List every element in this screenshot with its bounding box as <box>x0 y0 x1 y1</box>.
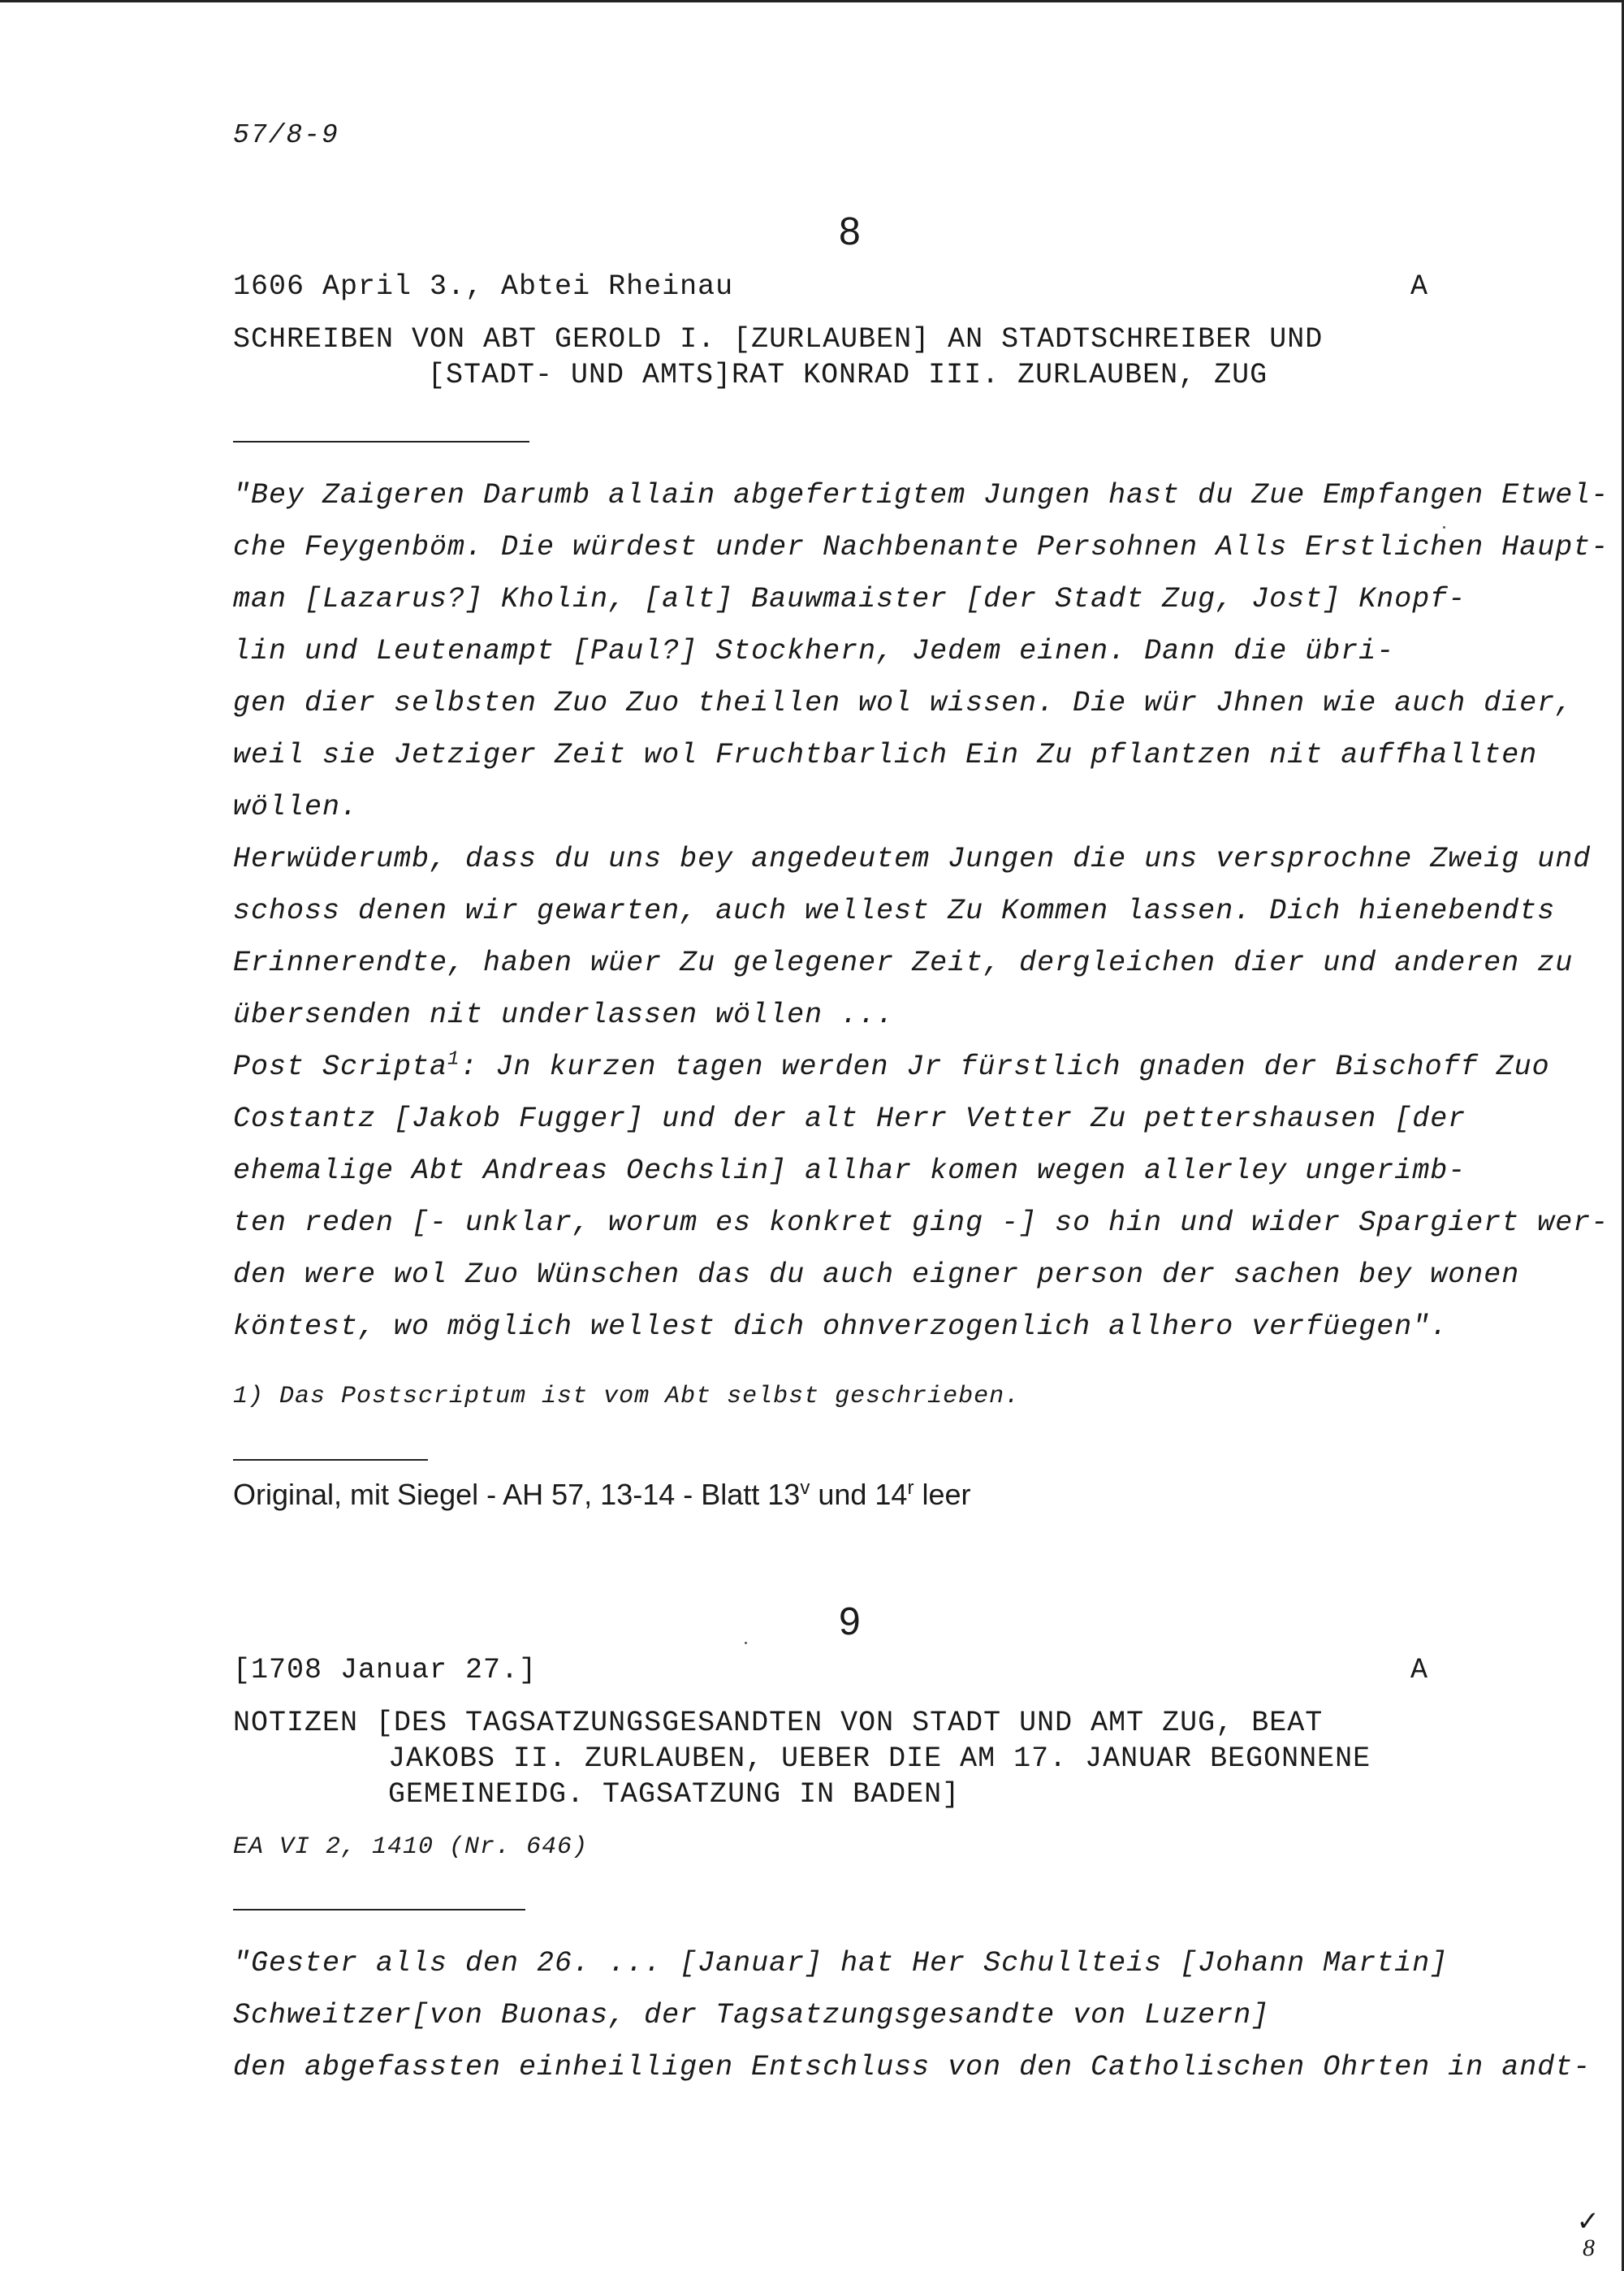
entry-8-body-line: "Bey Zaigeren Darumb allain abgefertigtem Jungen hast du Zue Empfangen Etwel- <box>233 479 1609 512</box>
entry-8-source: Original, mit Siegel - AH 57, 13-14 - Blatt 13$^v$ und 14$^r$ leer <box>233 1477 971 1511</box>
postscript-label: Post Scripta <box>233 1051 448 1083</box>
entry-8-footnote: 1) Das Postscriptum ist vom Abt selbst geschrieben. <box>233 1383 1021 1410</box>
entry-8-body-line: ten reden [- unklar, worum es konkret ging -] so hin und wider Spargiert wer- <box>233 1207 1609 1239</box>
checkmark-margin: ✓ <box>1576 2206 1600 2237</box>
entry-8-postscript-line <box>233 1048 1550 1083</box>
entry-9-body-line: "Gester alls den 26. ... [Januar] hat Her Schullteis [Johann Martin] <box>233 1947 1449 1980</box>
document-reference: 57/8-9 <box>233 120 339 150</box>
entry-8-body-line: wöllen. <box>233 791 359 823</box>
entry-8-body-line: ehemalige Abt Andreas Oechslin] allhar komen wegen allerley ungerimb- <box>233 1155 1466 1187</box>
handwritten-page-mark: 8 <box>1583 2234 1595 2261</box>
entry-8-title-line-2: [STADT- UND AMTS]RAT KONRAD III. ZURLAUBEN, ZUG <box>428 359 1268 391</box>
entry-8-body-line: che Feygenböm. Die würdest under Nachbenante Persohnen Alls Erstlichen Haupt- <box>233 531 1609 563</box>
entry-8-title-line-1: SCHREIBEN VON ABT GEROLD I. [ZURLAUBEN] AN STADTSCHREIBER UND <box>233 323 1324 356</box>
entry-8-source-separator <box>233 1459 428 1461</box>
entry-8-body-line: schoss denen wir gewarten, auch wellest Zu Kommen lassen. Dich hienebendts <box>233 895 1556 927</box>
entry-8-body-line: den were wol Zuo Wünschen das du auch eigner person der sachen bey wonen <box>233 1259 1520 1291</box>
entry-9-type-mark: A <box>1410 1654 1429 1686</box>
footnote-marker: 1 <box>447 1048 460 1071</box>
scan-speck <box>1443 526 1445 529</box>
entry-8-body-line: Costantz [Jakob Fugger] und der alt Herr Vetter Zu pettershausen [der <box>233 1103 1466 1135</box>
entry-8-body-line: Erinnerendte, haben wüer Zu gelegener Zeit, dergleichen dier und anderen zu <box>233 947 1574 979</box>
entry-9-separator <box>233 1909 525 1910</box>
entry-8-body-line: lin und Leutenampt [Paul?] Stockhern, Jedem einen. Dann die übri- <box>233 635 1395 667</box>
entry-8-body-line: köntest, wo möglich wellest dich ohnverzogenlich allhero verfüegen". <box>233 1310 1449 1343</box>
entry-8-body-line: man [Lazarus?] Kholin, [alt] Bauwmaister [der Stadt Zug, Jost] Knopf- <box>233 583 1466 615</box>
postscript-text: : Jn kurzen tagen werden Jr fürstlich gnaden der Bischoff Zuo <box>460 1051 1550 1083</box>
entry-9-title-line-3: GEMEINEIDG. TAGSATZUNG IN BADEN] <box>388 1778 961 1811</box>
scan-edge-top <box>0 0 1624 2</box>
entry-9-body-line: Schweitzer[von Buonas, der Tagsatzungsgesandte von Luzern] <box>233 1999 1270 2031</box>
entry-9-title-line-2: JAKOBS II. ZURLAUBEN, UEBER DIE AM 17. JANUAR BEGONNENE <box>388 1742 1371 1775</box>
entry-9-title-line-1: NOTIZEN [DES TAGSATZUNGSGESANDTEN VON STADT UND AMT ZUG, BEAT <box>233 1707 1324 1739</box>
entry-9-date-place: [1708 Januar 27.] <box>233 1654 538 1686</box>
entry-8-separator <box>233 441 529 443</box>
entry-8-body-line: übersenden nit underlassen wöllen ... <box>233 999 895 1031</box>
entry-9-body-line: den abgefassten einheilligen Entschluss von den Catholischen Ohrten in andt- <box>233 2051 1592 2083</box>
entry-8-body-line: Herwüderumb, dass du uns bey angedeutem Jungen die uns versprochne Zweig und <box>233 843 1592 875</box>
entry-9-reference: EA VI 2, 1410 (Nr. 646) <box>233 1833 589 1861</box>
entry-8-body-line: weil sie Jetziger Zeit wol Fruchtbarlich Ein Zu pflantzen nit auffhallten <box>233 739 1538 771</box>
entry-8-date-place: 1606 April 3., Abtei Rheinau <box>233 270 734 303</box>
scan-speck <box>745 1642 747 1644</box>
entry-8-number: 8 <box>839 210 861 253</box>
entry-8-body-line: gen dier selbsten Zuo Zuo theillen wol wissen. Die wür Jhnen wie auch dier, <box>233 687 1574 719</box>
entry-8-type-mark: A <box>1410 270 1429 303</box>
entry-9-number: 9 <box>839 1600 861 1643</box>
